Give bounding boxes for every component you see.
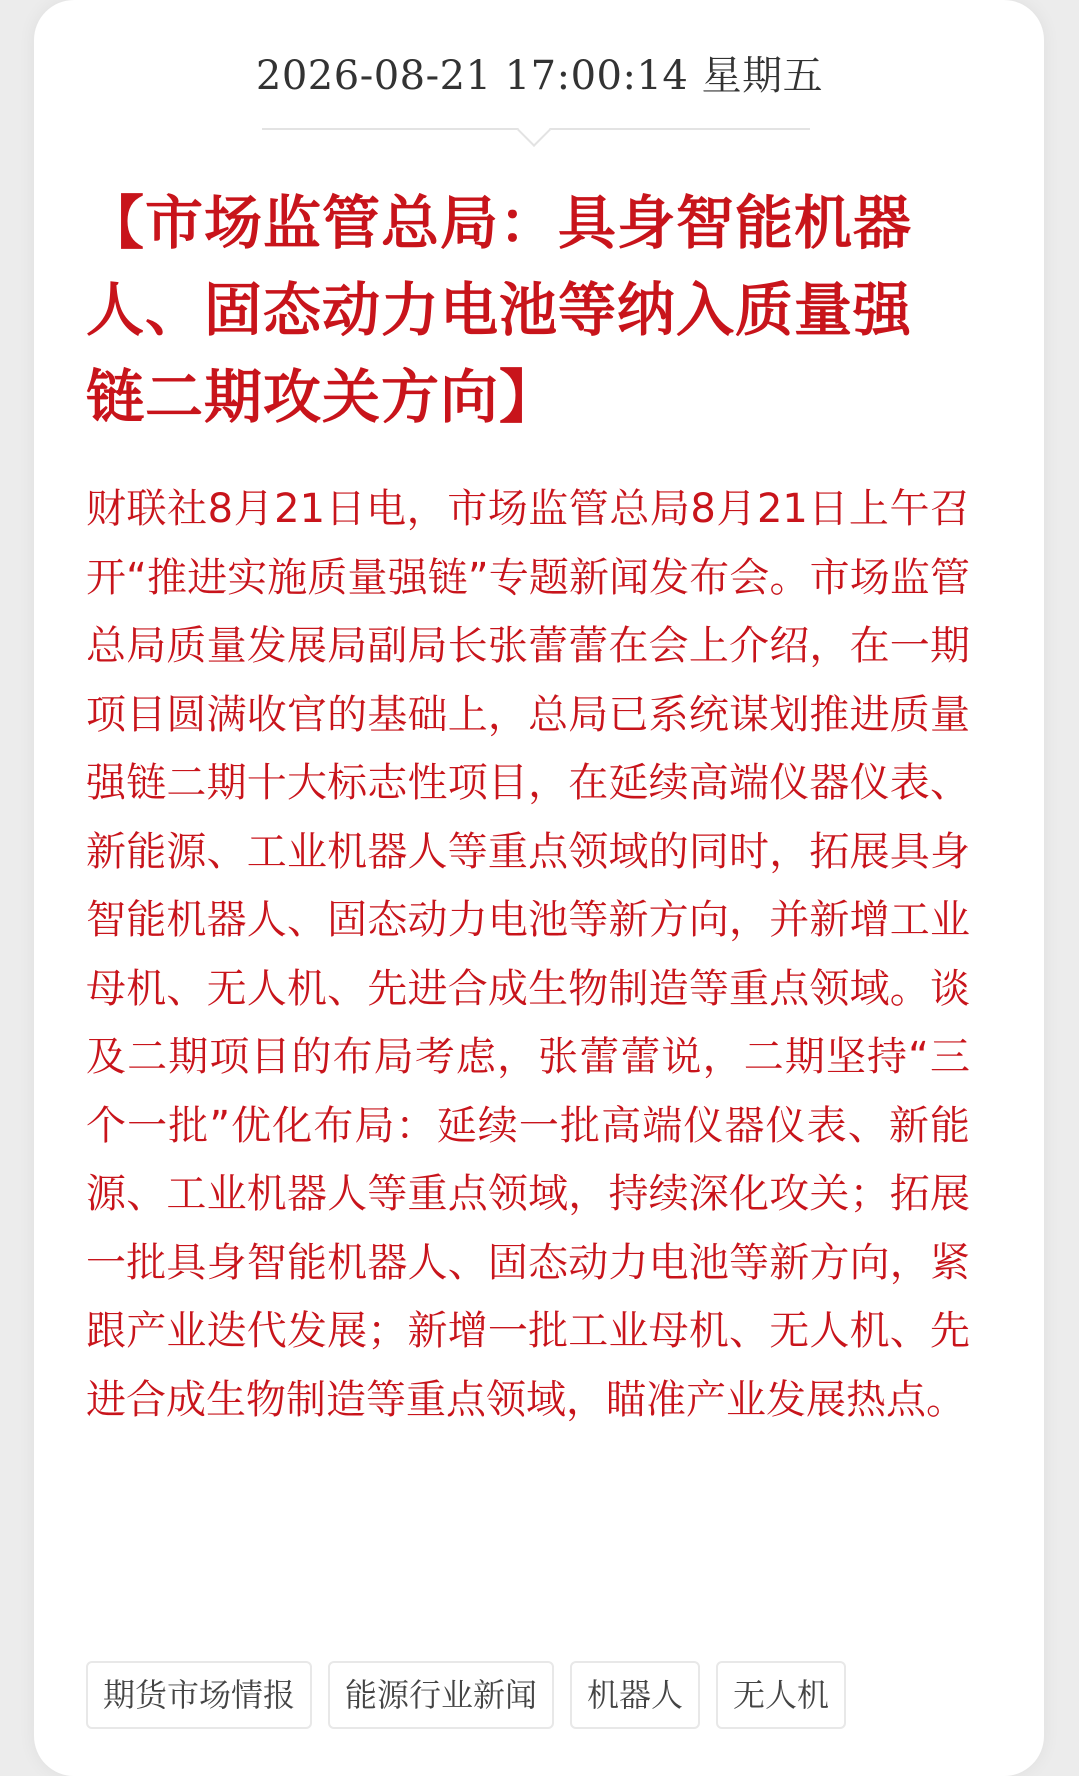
tag-drone[interactable]: 无人机 [716, 1661, 846, 1729]
tag-robot[interactable]: 机器人 [570, 1661, 700, 1729]
publish-datetime: 2026-08-21 17:00:14 星期五 [255, 53, 824, 99]
tag-energy-industry-news[interactable]: 能源行业新闻 [328, 1661, 554, 1729]
tag-futures-market-intel[interactable]: 期货市场情报 [86, 1661, 312, 1729]
article-body: 财联社8月21日电，市场监管总局8月21日上午召开“推进实施质量强链”专题新闻发布会。市场监管总局质量发展局副局长张蕾蕾在会上介绍，在一期项目圆满收官的基础上，总局已系统谋划推进质量强链二期十大标志性项目，在延续高端仪器仪表、新能源、工业机器人等重点领域的同时，拓展具身智能机器人、固态动力电池等新方向，并新增工业母机、无人机、先进合成生物制造等重点领域。谈及二期项目的布局考虑，张蕾蕾说，二期坚持“三个一批”优化布局：延续一批高端仪器仪表、新能源、工业机器人等重点领域，持续深化攻关；拓展一批具身智能机器人、固态动力电池等新方向，紧跟产业迭代发展；新增一批工业母机、无人机、先进合成生物制造等重点领域，瞄准产业发展热点。 [86, 486, 970, 1423]
tag-list [86, 1661, 846, 1727]
article-headline: 【市场监管总局：具身智能机器人、固态动力电池等纳入质量强链二期攻关方向】 [86, 189, 913, 431]
